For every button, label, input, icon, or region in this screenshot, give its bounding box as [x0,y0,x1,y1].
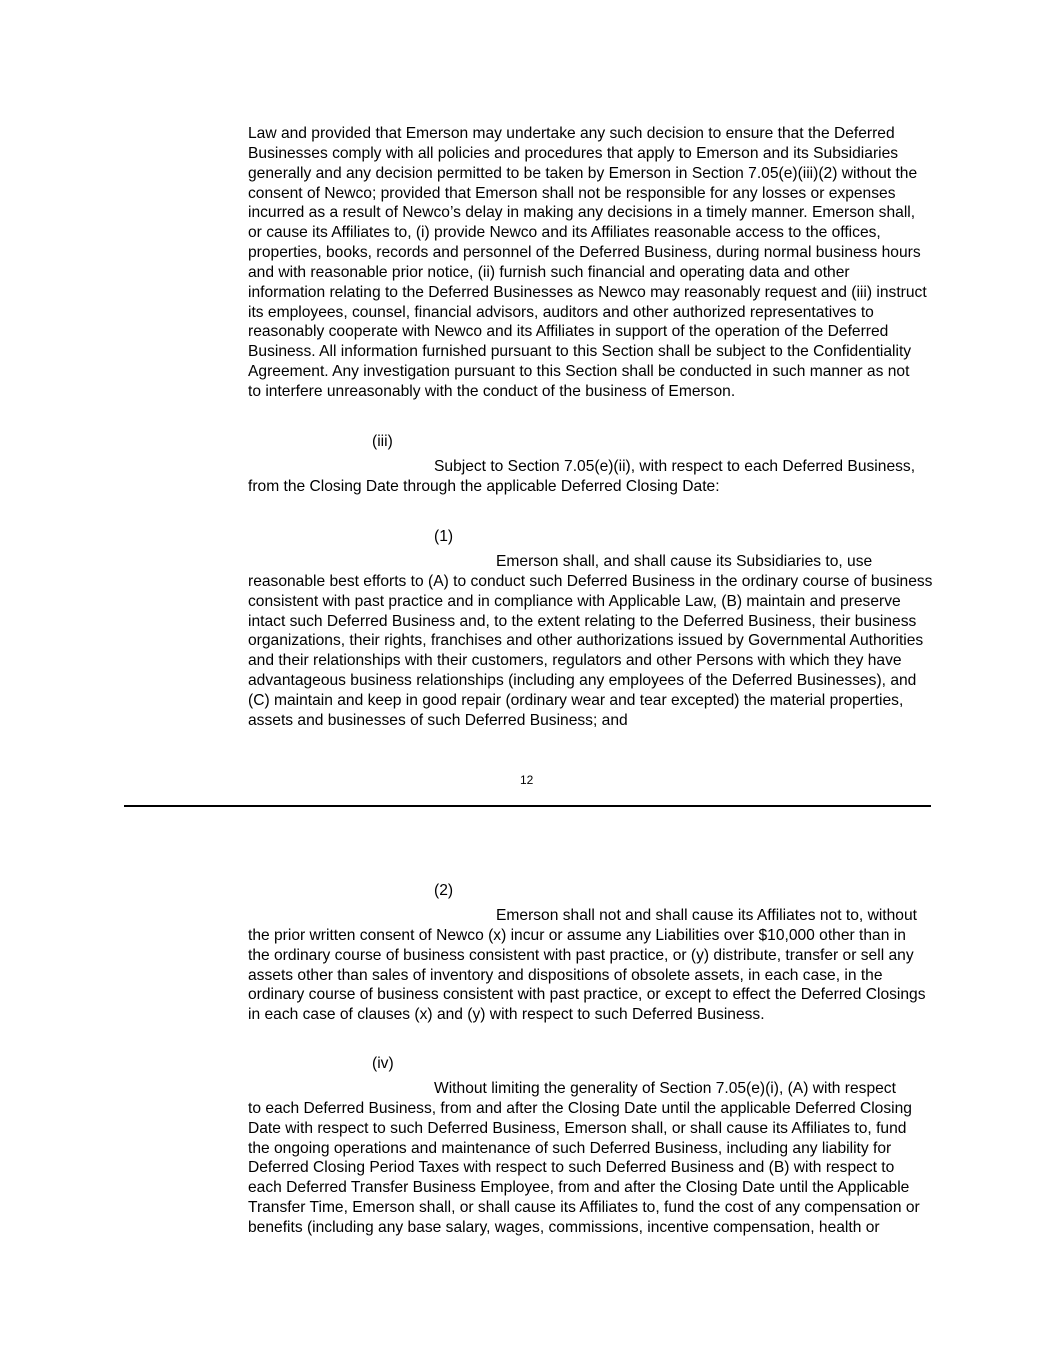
paragraph-line: to interfere unreasonably with the conduct of the business of Emerson. [248,382,736,400]
paragraph-line: reasonable best efforts to (A) to conduct such Deferred Business in the ordinary course of business [248,572,933,590]
paragraph-line: in each case of clauses (x) and (y) with respect to such Deferred Business. [248,1006,765,1024]
paragraph-line: from the Closing Date through the applicable Deferred Closing Date: [248,477,720,495]
clause-iv-marker: (iv) [372,1055,394,1072]
paragraph-line: (C) maintain and keep in good repair (ordinary wear and tear excepted) the material properties, [248,691,904,709]
paragraph-line: and with reasonable prior notice, (ii) furnish such financial and operating data and other [248,263,850,281]
paragraph-line: each Deferred Transfer Business Employee, from and after the Closing Date until the Applicable [248,1179,910,1197]
paragraph-line: or cause its Affiliates to, (i) provide Newco and its Affiliates reasonable access to the offices, [248,224,881,242]
paragraph-line: consistent with past practice and in compliance with Applicable Law, (B) maintain and preserve [248,592,901,610]
continuation-paragraph [248,124,932,402]
paragraph-line: organizations, their rights, franchises and other authorizations issued by Governmental Authorities [248,632,924,650]
paragraph-line: Businesses comply with all policies and procedures that apply to Emerson and its Subsidiaries [248,144,899,162]
paragraph-line: benefits (including any base salary, wages, commissions, incentive compensation, health or [248,1218,880,1236]
paragraph-line: Without limiting the generality of Section 7.05(e)(i), (A) with respect [434,1080,896,1097]
paragraph-line: Deferred Closing Period Taxes with respect to such Deferred Business and (B) with respect to [248,1159,895,1177]
clause-iii-marker: (iii) [372,433,393,450]
paragraph-line: and their relationships with their customers, regulators and other Persons with which they have [248,652,902,670]
paragraph-line: assets and businesses of such Deferred Business; and [248,711,628,729]
paragraph-line: Law and provided that Emerson may undertake any such decision to ensure that the Deferred [248,125,895,142]
paragraph-line: information relating to the Deferred Businesses as Newco may reasonably request and (iii) instruct [248,283,927,301]
paragraph-line: Subject to Section 7.05(e)(ii), with respect to each Deferred Business, [434,458,916,475]
paragraph-line: assets other than sales of inventory and dispositions of obsolete assets, in each case, in the [248,966,883,984]
paragraph-line: properties, books, records and personnel of the Deferred Business, during normal business hours [248,244,921,262]
paragraph-line: the ordinary course of business consistent with past practice, or (y) distribute, transfer or sell any [248,946,914,964]
paragraph-line: Business. All information furnished pursuant to this Section shall be subject to the Confidentiality [248,343,912,361]
paragraph-line: advantageous business relationships (including any employees of the Deferred Businesses), and [248,672,917,690]
paragraph-line: incurred as a result of Newco’s delay in making any decisions in a timely manner. Emerson shall, [248,204,916,222]
paragraph-line: generally and any decision permitted to be taken by Emerson in Section 7.05(e)(iii)(2) without the [248,164,918,182]
paragraph-line: the prior written consent of Newco (x) incur or assume any Liabilities over $10,000 other than in [248,926,906,944]
paragraph-line: Transfer Time, Emerson shall, or shall cause its Affiliates to, fund the cost of any compensation or [248,1199,920,1217]
paragraph-line: consent of Newco; provided that Emerson shall not be responsible for any losses or expenses [248,184,896,202]
page-divider [124,805,931,807]
paragraph-line: Emerson shall not and shall cause its Affiliates not to, without [496,907,917,924]
page-number-text: 12 [520,773,534,787]
paragraph-line: Date with respect to such Deferred Business, Emerson shall, or shall cause its Affiliates to, fund [248,1119,907,1137]
clause-2-paragraph [248,906,932,1025]
paragraph-line: Agreement. Any investigation pursuant to this Section shall be conducted in such manner as not [248,363,910,381]
paragraph-line: the ongoing operations and maintenance of such Deferred Business, including any liability for [248,1139,892,1157]
paragraph-line: intact such Deferred Business and, to the extent relating to the Deferred Business, their business [248,612,917,630]
clause-1-marker: (1) [434,528,454,545]
clause-2-marker: (2) [434,882,454,899]
paragraph-line: reasonably cooperate with Newco and its Affiliates in support of the operation of the Deferred [248,323,889,341]
paragraph-line: ordinary course of business consistent with past practice, or except to effect the Deferred Closings [248,986,926,1004]
paragraph-line: to each Deferred Business, from and after the Closing Date until the applicable Deferred Closing [248,1099,912,1117]
paragraph-line: Emerson shall, and shall cause its Subsidiaries to, use [496,553,873,570]
paragraph-line: its employees, counsel, financial advisors, auditors and other authorized representatives to [248,303,874,321]
clause-iv-paragraph [248,1079,932,1238]
clause-1-paragraph [248,552,932,731]
clause-iii-paragraph [248,457,932,497]
